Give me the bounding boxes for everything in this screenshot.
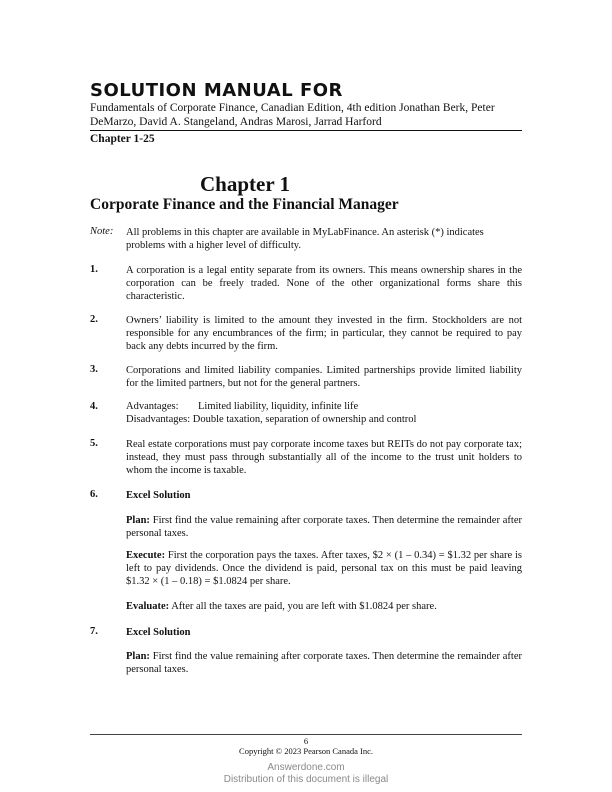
item-number: 4. [90, 401, 98, 412]
execute-paragraph [126, 549, 522, 589]
note-label: Note: [90, 226, 114, 237]
answer-text: Corporations and limited liability companies. Limited partnerships provide limited liability for the limited partners, but not for the general partners. [126, 365, 522, 390]
disadvantages-row [126, 414, 416, 425]
answer-text: Owners’ liability is limited to the amount they invested in the firm. Stockholders are not responsible for any encumbrances of the firm; in particular, they cannot be required to pay back any debts incurred by the firm. [126, 315, 522, 353]
chapter-title: Corporate Finance and the Financial Manager [90, 196, 399, 213]
plan-paragraph [126, 650, 522, 676]
plan-label: Plan: [126, 651, 150, 662]
plan-paragraph [126, 514, 522, 540]
note-text: All problems in this chapter are available in MyLabFinance. An asterisk (*) indicates problems with a higher level of difficulty. [126, 227, 484, 251]
item-number: 2. [90, 314, 98, 325]
disadvantages-text: Double taxation, separation of ownership and control [192, 414, 417, 425]
advantages-label: Advantages: [126, 401, 179, 412]
plan-text: First find the value remaining after corporate taxes. Then determine the remainder after personal taxes. [126, 651, 523, 676]
watermark-warning: Distribution of this document is illegal [223, 774, 389, 785]
item-number: 6. [90, 489, 98, 500]
item-number: 3. [90, 364, 98, 375]
excel-solution-heading: Excel Solution [126, 490, 191, 501]
plan-label: Plan: [126, 515, 150, 526]
evaluate-label: Evaluate: [126, 601, 170, 612]
item-number: 7. [90, 626, 98, 637]
plan-text: First find the value remaining after corporate taxes. Then determine the remainder after personal taxes. [126, 515, 523, 540]
banner-title: SOLUTION MANUAL FOR [90, 80, 343, 101]
chapter-heading: Chapter 1 [200, 172, 291, 196]
watermark-site: Answerdone.com [267, 762, 345, 773]
evaluate-text: After all the taxes are paid, you are left with $1.0824 per share. [171, 601, 437, 612]
copyright-notice: Copyright © 2023 Pearson Canada Inc. [239, 746, 373, 756]
book-subtitle [90, 101, 522, 129]
disadvantages-label: Disadvantages: [126, 414, 191, 425]
excel-solution-heading: Excel Solution [126, 627, 191, 638]
advantages-text: Limited liability, liquidity, infinite life [198, 401, 359, 412]
execute-text: First the corporation pays the taxes. After taxes, $2 × (1 – 0.34) = $1.32 per share is left to pay dividends. Once the dividend is paid, personal tax on this must be paid leaving $1.32 × (1 – 0.18) = $1.0824 per share. [126, 550, 522, 588]
header-divider [90, 130, 522, 131]
page-number: 6 [303, 736, 309, 746]
advantages-row [126, 401, 358, 412]
footer-divider [90, 734, 522, 735]
item-number: 1. [90, 264, 98, 275]
item-number: 5. [90, 438, 98, 449]
book-subtitle-line1: Fundamentals of Corporate Finance, Canadian Edition, 4th edition Jonathan Berk, Peter [90, 102, 495, 114]
chapter-range: Chapter 1-25 [90, 133, 155, 145]
book-subtitle-line2: DeMarzo, David A. Stangeland, Andras Marosi, Jarrad Harford [90, 116, 382, 128]
answer-text: A corporation is a legal entity separate from its owners. This means ownership shares in the corporation can be freely traded. None of the other organizational forms share this characteristic. [126, 265, 522, 303]
evaluate-paragraph [126, 600, 522, 613]
execute-label: Execute: [126, 550, 166, 561]
answer-text: Real estate corporations must pay corporate income taxes but REITs do not pay corporate tax; instead, they must pass through substantially all of the income to the trust unit holders to whom the income is taxable. [126, 439, 522, 477]
